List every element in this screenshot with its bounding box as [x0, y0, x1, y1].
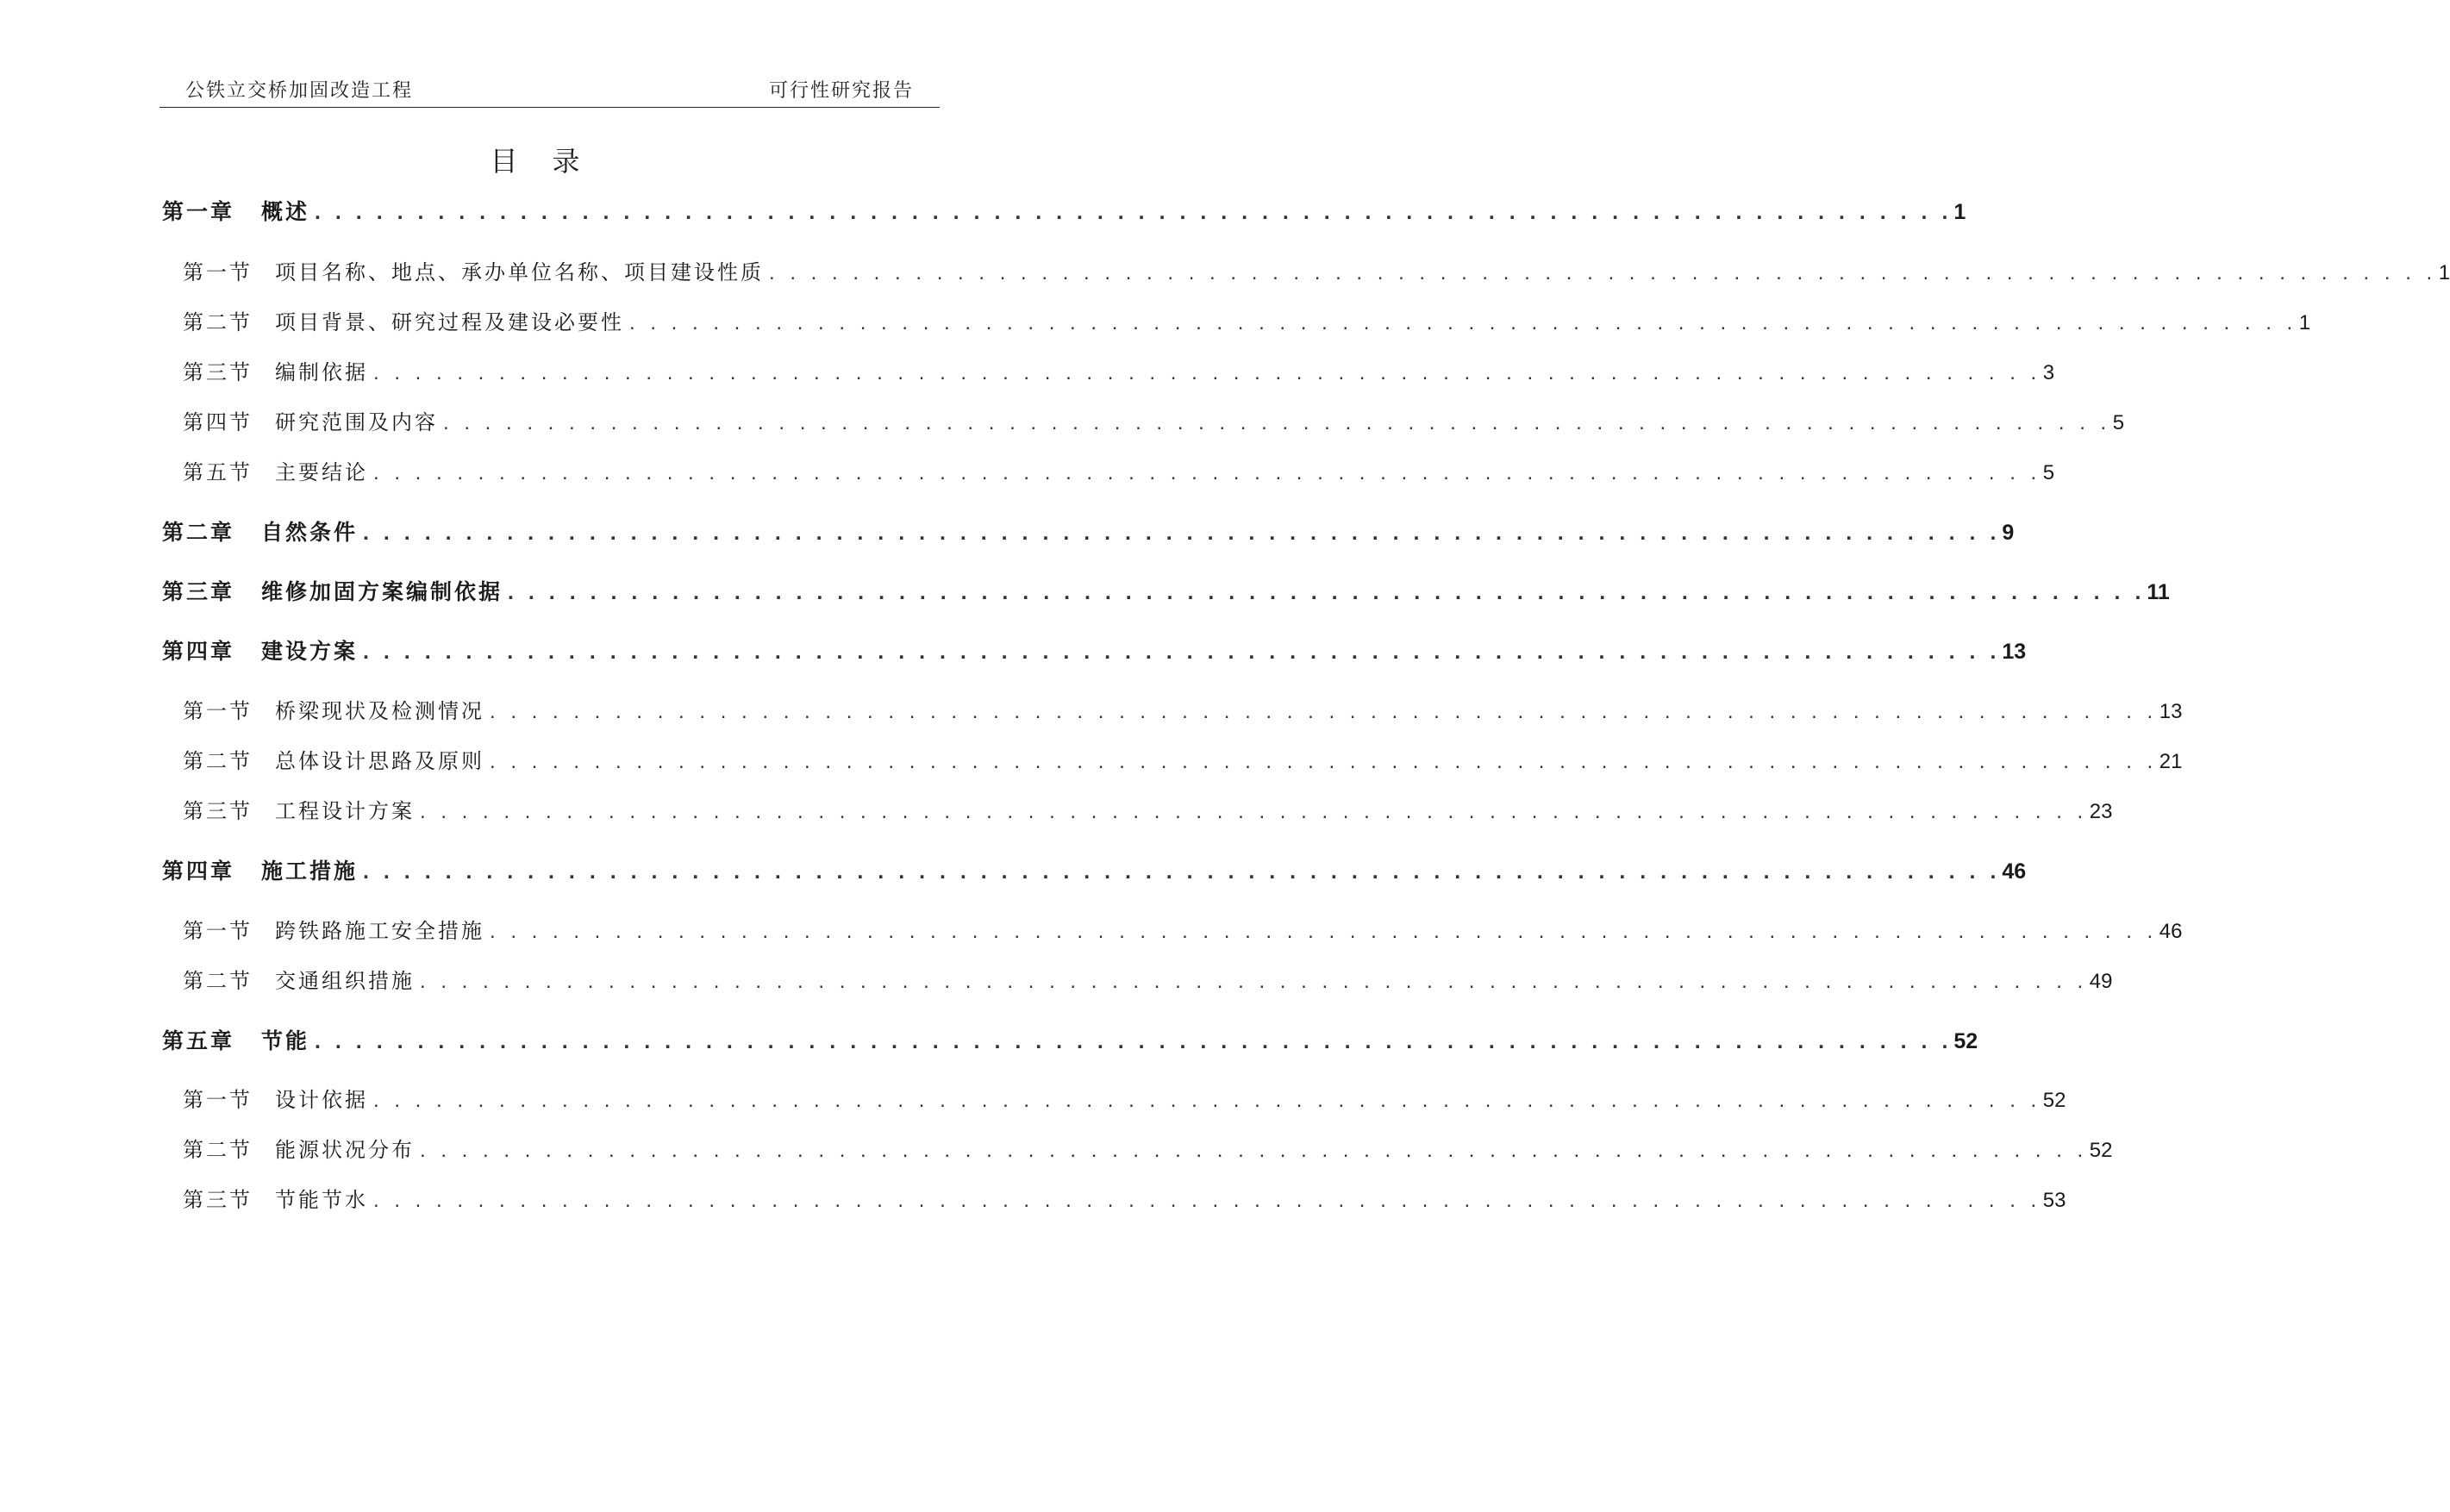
toc-dot-leader: . . . . . . . . . . . . . . . . . . . . . . . . . . . . . . . . . . . . . . . . . . . . . . . . . . . . . . . . . . . . . . . . . . . . . . . . . . . . . . . . [420, 800, 2088, 823]
toc-entry-page-number: 13 [2002, 640, 2027, 664]
toc-entry-text: 主要结论 [275, 460, 368, 484]
toc-entry-text: 项目名称、地点、承办单位名称、项目建设性质 [275, 260, 764, 284]
toc-section-entry[interactable] [183, 1188, 2066, 1212]
toc-entry-page-number: 21 [2159, 750, 2183, 773]
toc-entry-page-number: 1 [2298, 311, 2311, 334]
toc-section-entry[interactable] [183, 260, 2450, 284]
toc-section-entry[interactable] [183, 1088, 2066, 1112]
toc-entry-label: 第二章 [162, 520, 235, 545]
toc-entry-page-number: 3 [2042, 361, 2055, 384]
toc-chapter-entry[interactable] [162, 859, 2027, 884]
toc-entry-page-number: 46 [2002, 859, 2027, 884]
toc-dot-leader: . . . . . . . . . . . . . . . . . . . . . . . . . . . . . . . . . . . . . . . . . . . . . . . . . . . . . . . . . . . . . . . . . . . . . . . . . . . . . . . . [769, 261, 2437, 284]
toc-entry-label: 第二节 [183, 969, 253, 993]
toc-entry-text: 能源状况分布 [275, 1138, 415, 1162]
toc-chapter-entry[interactable] [162, 199, 1966, 224]
toc-entry-page-number: 9 [2002, 521, 2015, 545]
toc-section-entry[interactable] [183, 799, 2113, 823]
toc-chapter-entry[interactable] [162, 639, 2027, 664]
toc-entry-text: 桥梁现状及检测情况 [275, 699, 484, 723]
toc-entry-label: 第四章 [162, 859, 235, 884]
toc-dot-leader: . . . . . . . . . . . . . . . . . . . . . . . . . . . . . . . . . . . . . . . . . . . . . . . . . . . . . . . . . . . . . . . . . . . . . . . . . . . . . . . . [490, 700, 2158, 723]
toc-entry-label: 第四节 [183, 410, 253, 434]
toc-entry-text: 跨铁路施工安全措施 [275, 919, 484, 943]
toc-entry-label: 第一节 [183, 919, 253, 943]
toc-dot-leader: . . . . . . . . . . . . . . . . . . . . . . . . . . . . . . . . . . . . . . . . . . . . . . . . . . . . . . . . . . . . . . . . . . . . . . . . . . . . . . . . [420, 1139, 2088, 1162]
toc-dot-leader: . . . . . . . . . . . . . . . . . . . . . . . . . . . . . . . . . . . . . . . . . . . . . . . . . . . . . . . . . . . . . . . . . . . . . . . . . . . . . . . . [420, 970, 2088, 993]
toc-entry-page-number: 52 [1953, 1029, 1978, 1053]
toc-entry-text: 节能节水 [275, 1188, 368, 1212]
toc-entry-page-number: 52 [2042, 1089, 2066, 1112]
toc-entry-page-number: 11 [2147, 580, 2170, 604]
toc-section-entry[interactable] [183, 410, 2125, 434]
toc-dot-leader: . . . . . . . . . . . . . . . . . . . . . . . . . . . . . . . . . . . . . . . . . . . . . . . . . . . . . . . . . . . . . . . . . . . . . . . . . . . . . . . . [363, 640, 2001, 664]
toc-entry-text: 概述 [261, 199, 310, 224]
toc-dot-leader: . . . . . . . . . . . . . . . . . . . . . . . . . . . . . . . . . . . . . . . . . . . . . . . . . . . . . . . . . . . . . . . . . . . . . . . . . . . . . . . . [373, 361, 2041, 384]
toc-entry-label: 第三节 [183, 1188, 253, 1212]
toc-section-entry[interactable] [183, 919, 2183, 943]
toc-dot-leader: . . . . . . . . . . . . . . . . . . . . . . . . . . . . . . . . . . . . . . . . . . . . . . . . . . . . . . . . . . . . . . . . . . . . . . . . . . . . . . . . [315, 200, 1953, 224]
toc-entry-label: 第三章 [162, 579, 235, 604]
toc-entry-page-number: 23 [2089, 800, 2113, 823]
toc-entry-text: 设计依据 [275, 1088, 368, 1112]
toc-title: 目录 [490, 145, 615, 178]
header-document-title: 公铁立交桥加固改造工程 [185, 80, 414, 102]
toc-section-entry[interactable] [183, 699, 2183, 723]
toc-entry-label: 第一节 [183, 699, 253, 723]
toc-entry-page-number: 5 [2112, 411, 2125, 434]
toc-entry-page-number: 5 [2042, 461, 2055, 484]
toc-dot-leader: . . . . . . . . . . . . . . . . . . . . . . . . . . . . . . . . . . . . . . . . . . . . . . . . . . . . . . . . . . . . . . . . . . . . . . . . . . . . . . . . [315, 1029, 1953, 1053]
toc-entry-label: 第一章 [162, 199, 235, 224]
toc-entry-page-number: 1 [1953, 200, 1966, 224]
toc-section-entry[interactable] [183, 460, 2055, 484]
toc-entry-page-number: 46 [2159, 920, 2183, 943]
toc-entry-text: 研究范围及内容 [275, 410, 438, 434]
toc-entry-page-number: 53 [2042, 1189, 2066, 1212]
toc-entry-text: 总体设计思路及原则 [275, 749, 484, 773]
toc-section-entry[interactable] [183, 360, 2055, 384]
toc-entry-label: 第一节 [183, 1088, 253, 1112]
toc-chapter-entry[interactable] [162, 1028, 1978, 1053]
toc-dot-leader: . . . . . . . . . . . . . . . . . . . . . . . . . . . . . . . . . . . . . . . . . . . . . . . . . . . . . . . . . . . . . . . . . . . . . . . . . . . . . . . . [443, 411, 2111, 434]
toc-entry-text: 交通组织措施 [275, 969, 415, 993]
toc-entry-text: 项目背景、研究过程及建设必要性 [275, 310, 624, 334]
toc-dot-leader: . . . . . . . . . . . . . . . . . . . . . . . . . . . . . . . . . . . . . . . . . . . . . . . . . . . . . . . . . . . . . . . . . . . . . . . . . . . . . . . . [629, 311, 2297, 334]
toc-entry-label: 第五章 [162, 1028, 235, 1053]
toc-entry-page-number: 49 [2089, 970, 2113, 993]
toc-section-entry[interactable] [183, 749, 2183, 773]
toc-entry-text: 工程设计方案 [275, 799, 415, 823]
toc-dot-leader: . . . . . . . . . . . . . . . . . . . . . . . . . . . . . . . . . . . . . . . . . . . . . . . . . . . . . . . . . . . . . . . . . . . . . . . . . . . . . . . . [508, 580, 2146, 604]
toc-entry-text: 自然条件 [261, 520, 359, 545]
toc-entry-label: 第三节 [183, 360, 253, 384]
toc-entry-page-number: 13 [2159, 700, 2183, 723]
toc-entry-label: 第一节 [183, 260, 253, 284]
toc-entry-page-number: 1 [2438, 261, 2450, 284]
toc-dot-leader: . . . . . . . . . . . . . . . . . . . . . . . . . . . . . . . . . . . . . . . . . . . . . . . . . . . . . . . . . . . . . . . . . . . . . . . . . . . . . . . . [373, 1189, 2041, 1212]
toc-dot-leader: . . . . . . . . . . . . . . . . . . . . . . . . . . . . . . . . . . . . . . . . . . . . . . . . . . . . . . . . . . . . . . . . . . . . . . . . . . . . . . . . [490, 750, 2158, 773]
toc-entry-text: 编制依据 [275, 360, 368, 384]
toc-section-entry[interactable] [183, 969, 2113, 993]
toc-dot-leader: . . . . . . . . . . . . . . . . . . . . . . . . . . . . . . . . . . . . . . . . . . . . . . . . . . . . . . . . . . . . . . . . . . . . . . . . . . . . . . . . [490, 920, 2158, 943]
toc-dot-leader: . . . . . . . . . . . . . . . . . . . . . . . . . . . . . . . . . . . . . . . . . . . . . . . . . . . . . . . . . . . . . . . . . . . . . . . . . . . . . . . . [373, 1089, 2041, 1112]
header-report-type: 可行性研究报告 [768, 80, 914, 102]
toc-entry-label: 第二节 [183, 1138, 253, 1162]
toc-entry-label: 第四章 [162, 639, 235, 664]
toc-entry-page-number: 52 [2089, 1139, 2113, 1162]
toc-dot-leader: . . . . . . . . . . . . . . . . . . . . . . . . . . . . . . . . . . . . . . . . . . . . . . . . . . . . . . . . . . . . . . . . . . . . . . . . . . . . . . . . [363, 521, 2001, 545]
toc-entry-text: 建设方案 [261, 639, 359, 664]
toc-entry-label: 第二节 [183, 749, 253, 773]
toc-entry-text: 施工措施 [261, 859, 359, 884]
toc-entry-label: 第二节 [183, 310, 253, 334]
toc-section-entry[interactable] [183, 1138, 2113, 1162]
toc-dot-leader: . . . . . . . . . . . . . . . . . . . . . . . . . . . . . . . . . . . . . . . . . . . . . . . . . . . . . . . . . . . . . . . . . . . . . . . . . . . . . . . . [373, 461, 2041, 484]
toc-entry-text: 节能 [261, 1028, 310, 1053]
toc-chapter-entry[interactable] [162, 579, 2170, 604]
toc-dot-leader: . . . . . . . . . . . . . . . . . . . . . . . . . . . . . . . . . . . . . . . . . . . . . . . . . . . . . . . . . . . . . . . . . . . . . . . . . . . . . . . . [363, 859, 2001, 884]
toc-chapter-entry[interactable] [162, 520, 2015, 545]
toc-entry-label: 第五节 [183, 460, 253, 484]
page-header [159, 76, 940, 108]
toc-entry-text: 维修加固方案编制依据 [261, 579, 503, 604]
toc-section-entry[interactable] [183, 310, 2311, 334]
toc-entry-label: 第三节 [183, 799, 253, 823]
